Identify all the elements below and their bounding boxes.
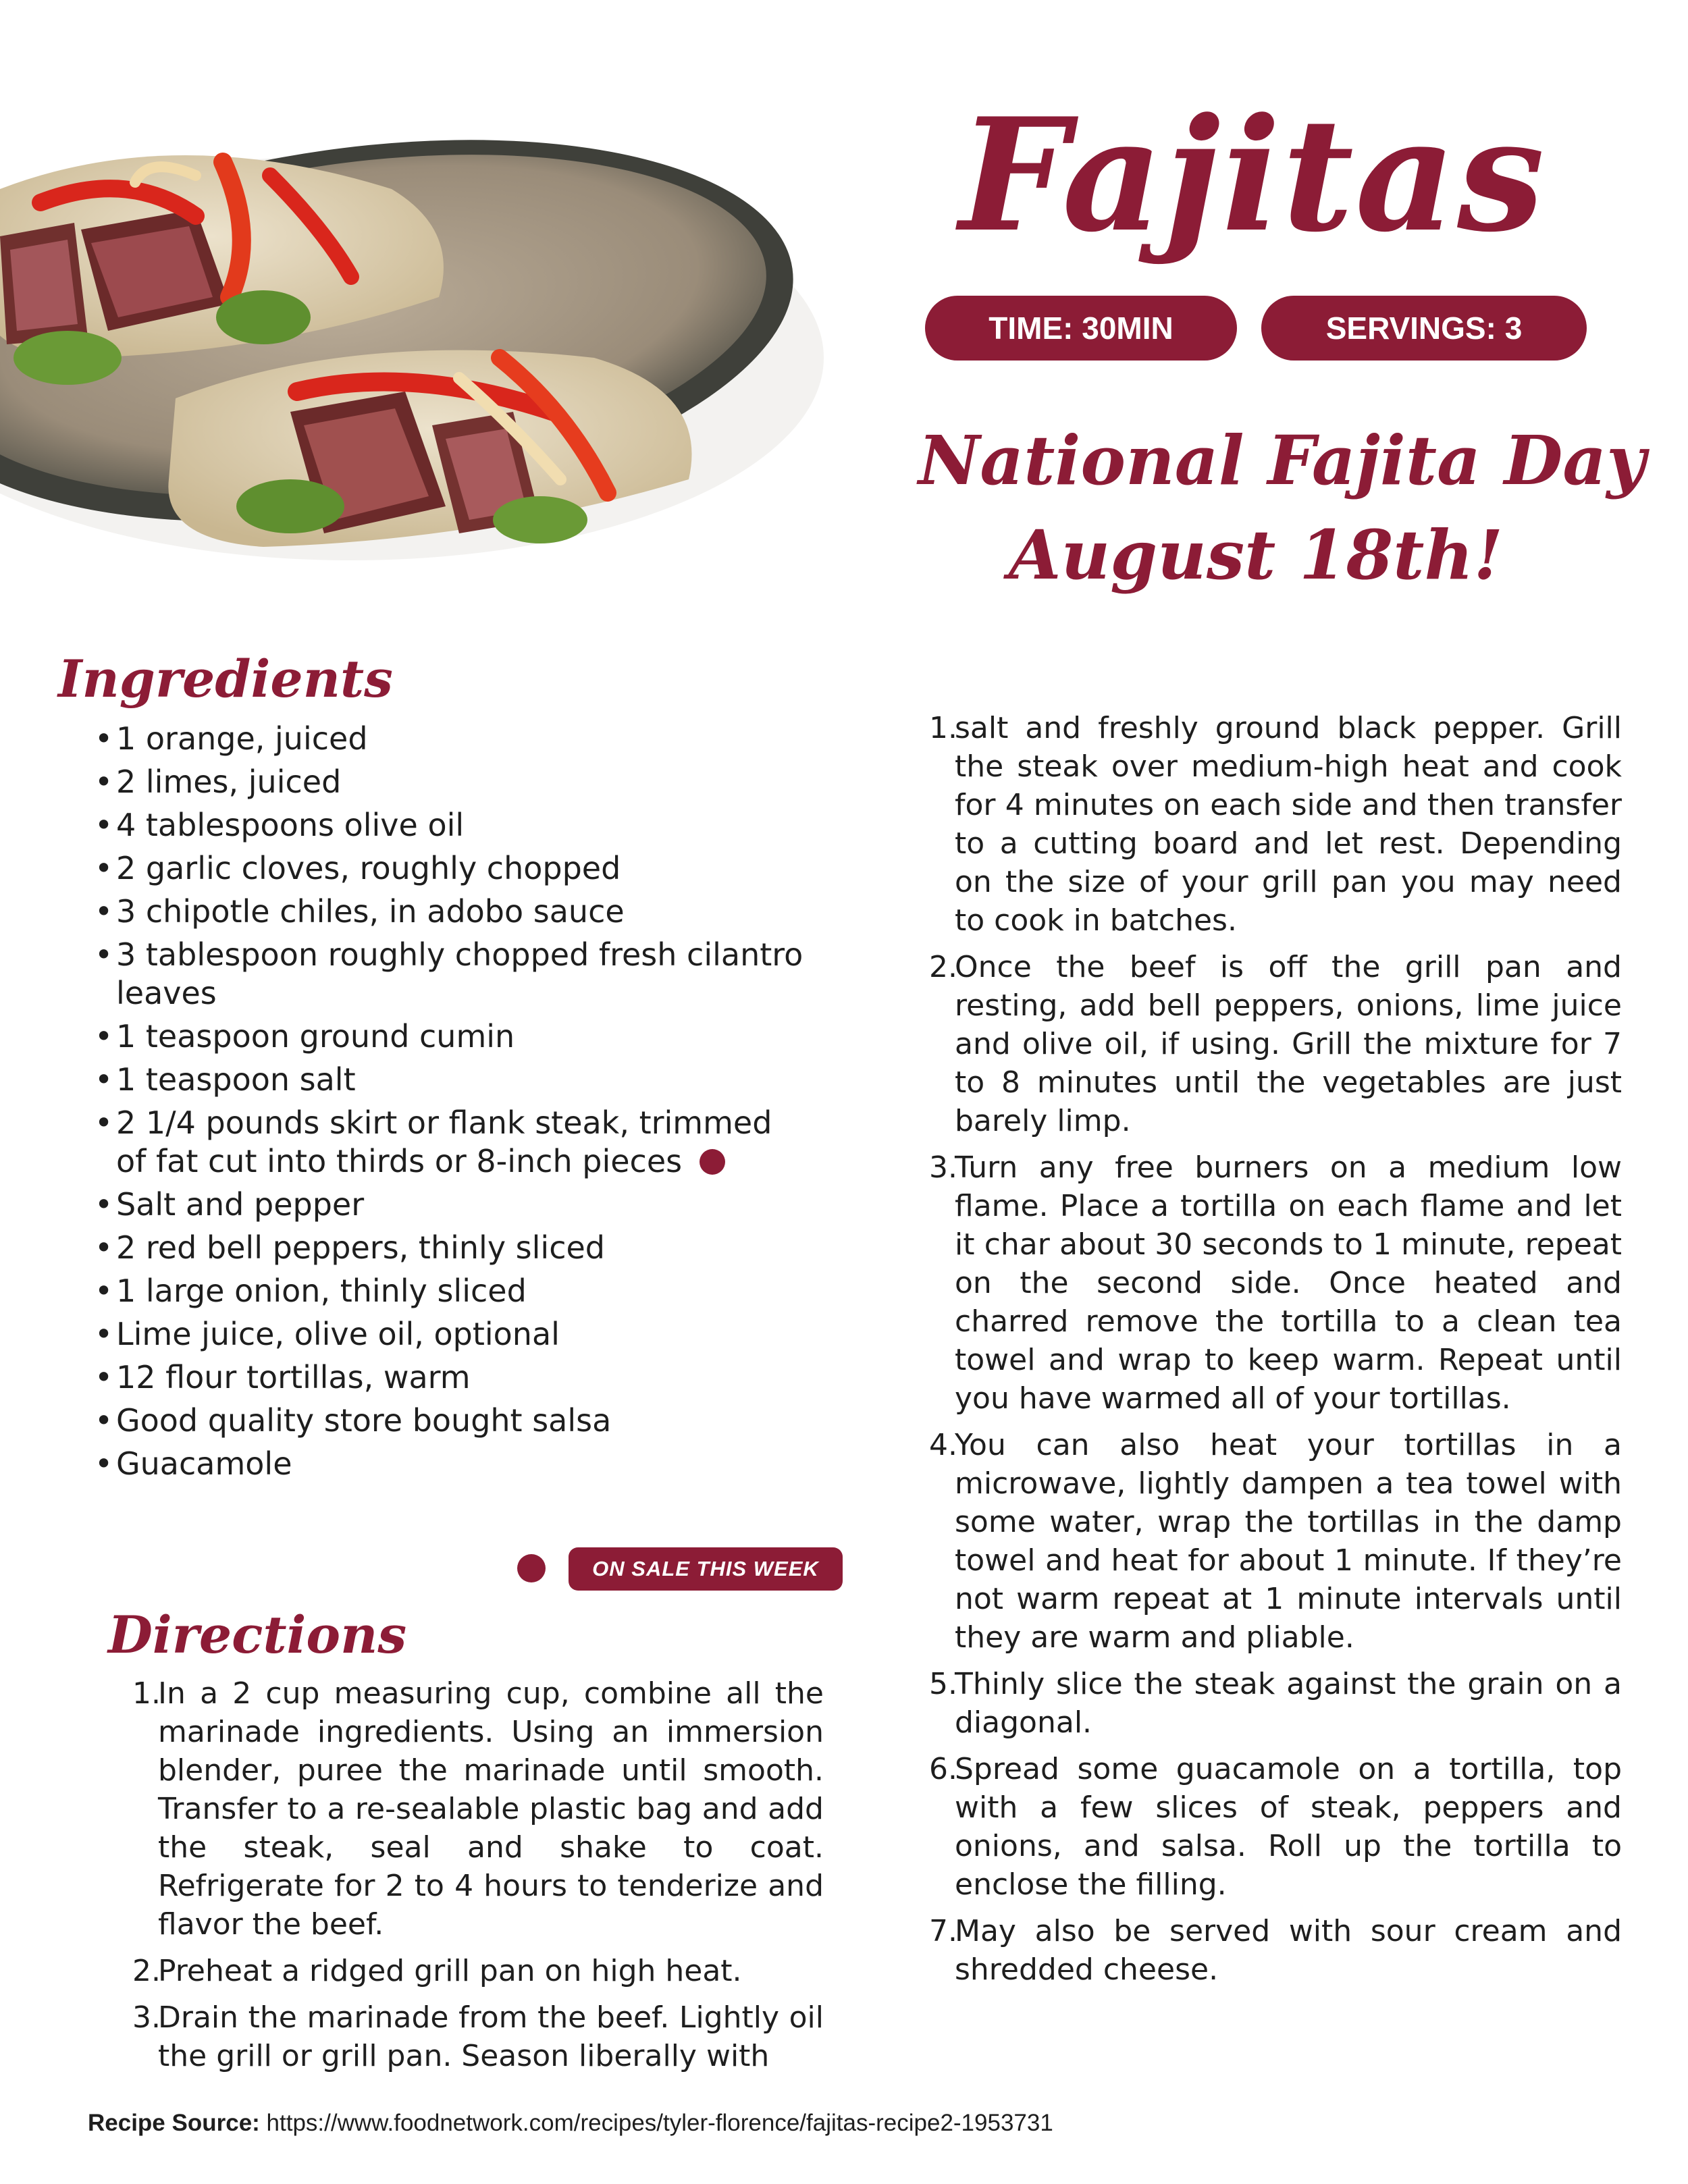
event-line-2: August 18th! — [1008, 515, 1504, 595]
step-number: 1. — [132, 1676, 161, 1711]
ingredient-text: Lime juice, olive oil, optional — [116, 1316, 560, 1352]
ingredient-text: 2 red bell peppers, thinly sliced — [116, 1229, 605, 1266]
event-line-1: National Fajita Day — [918, 421, 1646, 500]
step-text: Turn any free burners on a medium low flame. Place a tortilla on each flame and let it char about 30 seconds to 1 minute, repeat on the second side. Once heated and charred remove the tortilla to a clean tea towel and wrap to keep warm. Repeat until you have warmed all of your tortillas. — [955, 1150, 1622, 1416]
event-banner — [918, 413, 1646, 602]
direction-step — [929, 1912, 1622, 1989]
step-text: Spread some guacamole on a tortilla, top with a few slices of steak, peppers and onions, and salsa. Roll up the tortilla to enclose the filling. — [955, 1752, 1622, 1902]
fajitas-plate-image — [0, 74, 844, 614]
step-number: 3. — [929, 1150, 957, 1185]
ingredient-text: 1 teaspoon salt — [116, 1061, 356, 1098]
step-text: Preheat a ridged grill pan on high heat. — [158, 1954, 742, 1988]
ingredient-item — [95, 1104, 803, 1181]
ingredient-item — [95, 763, 803, 801]
direction-step — [132, 1674, 824, 1944]
step-number: 2. — [929, 950, 957, 984]
directions-list-right — [929, 709, 1622, 1997]
ingredient-text: 2 1/4 pounds skirt or flank steak, trimmed of fat cut into thirds or 8-inch pieces — [116, 1104, 772, 1179]
direction-step — [132, 1952, 824, 1990]
direction-step — [929, 948, 1622, 1140]
ingredient-item — [95, 1445, 803, 1483]
ingredient-text: 1 orange, juiced — [116, 720, 368, 757]
step-text: May also be served with sour cream and shredded cheese. — [955, 1914, 1622, 1987]
ingredient-text: Good quality store bought salsa — [116, 1402, 612, 1439]
direction-step — [929, 1665, 1622, 1742]
step-number: 2. — [132, 1954, 161, 1988]
ingredient-item — [95, 936, 803, 1013]
ingredients-list — [95, 720, 803, 1488]
ingredient-item — [95, 849, 803, 888]
step-number: 3. — [132, 2000, 161, 2035]
direction-step — [929, 1148, 1622, 1418]
direction-step — [929, 1426, 1622, 1657]
sale-indicator-dot — [700, 1149, 725, 1175]
ingredient-text: 12 flour tortillas, warm — [116, 1359, 471, 1395]
step-text: Thinly slice the steak against the grain on a diagonal. — [955, 1667, 1622, 1740]
ingredient-text: Salt and pepper — [116, 1186, 365, 1223]
recipe-source — [88, 2106, 1053, 2140]
direction-step — [132, 1998, 824, 2075]
step-number: 1. — [929, 711, 957, 745]
ingredient-text: Guacamole — [116, 1445, 292, 1482]
ingredient-item — [95, 1061, 803, 1099]
ingredient-item — [95, 720, 803, 758]
ingredient-item — [95, 1186, 803, 1224]
step-text: In a 2 cup measuring cup, combine all the marinade ingredients. Using an immersion blender, puree the marinade until smooth. Transfer to a re-sealable plastic bag and add the steak, seal and shake to coat. Refrigerate for 2 to 4 hours to tenderize and flavor the beef. — [158, 1676, 824, 1942]
ingredient-item — [95, 1229, 803, 1267]
step-text: You can also heat your tortillas in a microwave, lightly dampen a tea towel with some water, wrap the tortillas in the damp towel and heat for about 1 minute. If they’re not warm repeat at 1 minute intervals until they are warm and pliable. — [955, 1428, 1622, 1655]
directions-heading: Directions — [108, 1605, 407, 1665]
ingredient-item — [95, 1402, 803, 1440]
recipe-source-url[interactable]: https://www.foodnetwork.com/recipes/tyler-florence/fajitas-recipe2-1953731 — [266, 2110, 1053, 2136]
step-number: 7. — [929, 1914, 957, 1948]
time-badge: TIME: 30MIN — [925, 296, 1237, 361]
ingredient-item — [95, 806, 803, 845]
step-text: salt and freshly ground black pepper. Grill the steak over medium-high heat and cook for 4 minutes on each side and then transfer to a cutting board and let rest. Depending on the size of your grill pan you may need to cook in batches. — [955, 711, 1622, 938]
direction-step — [929, 1750, 1622, 1904]
ingredient-item — [95, 1315, 803, 1354]
ingredient-item — [95, 1272, 803, 1310]
ingredient-text: 1 teaspoon ground cumin — [116, 1018, 515, 1055]
step-text: Drain the marinade from the beef. Lightly oil the grill or grill pan. Season liberally with — [158, 2000, 824, 2073]
step-number: 4. — [929, 1428, 957, 1462]
step-text: Once the beef is off the grill pan and resting, add bell peppers, onions, lime juice and olive oil, if using. Grill the mixture for 7 to 8 minutes until the vegetables are just barely limp. — [955, 950, 1622, 1138]
sale-legend-badge: ON SALE THIS WEEK — [569, 1547, 843, 1591]
sale-indicator-dot — [517, 1554, 546, 1582]
ingredient-text: 3 chipotle chiles, in adobo sauce — [116, 893, 625, 930]
ingredient-item — [95, 1358, 803, 1397]
direction-step — [929, 709, 1622, 940]
ingredient-item — [95, 893, 803, 931]
ingredient-text: 3 tablespoon roughly chopped fresh cilantro leaves — [116, 936, 803, 1011]
ingredient-text: 1 large onion, thinly sliced — [116, 1273, 527, 1309]
recipe-title: Fajitas — [959, 84, 1546, 267]
ingredient-text: 2 garlic cloves, roughly chopped — [116, 850, 621, 886]
ingredients-heading: Ingredients — [58, 649, 393, 709]
directions-list-left — [132, 1674, 824, 2083]
step-number: 5. — [929, 1667, 957, 1701]
recipe-source-label: Recipe Source: — [88, 2110, 260, 2136]
ingredient-text: 4 tablespoons olive oil — [116, 807, 465, 843]
step-number: 6. — [929, 1752, 957, 1786]
ingredient-item — [95, 1017, 803, 1056]
ingredient-text: 2 limes, juiced — [116, 764, 342, 800]
servings-badge: SERVINGS: 3 — [1261, 296, 1587, 361]
